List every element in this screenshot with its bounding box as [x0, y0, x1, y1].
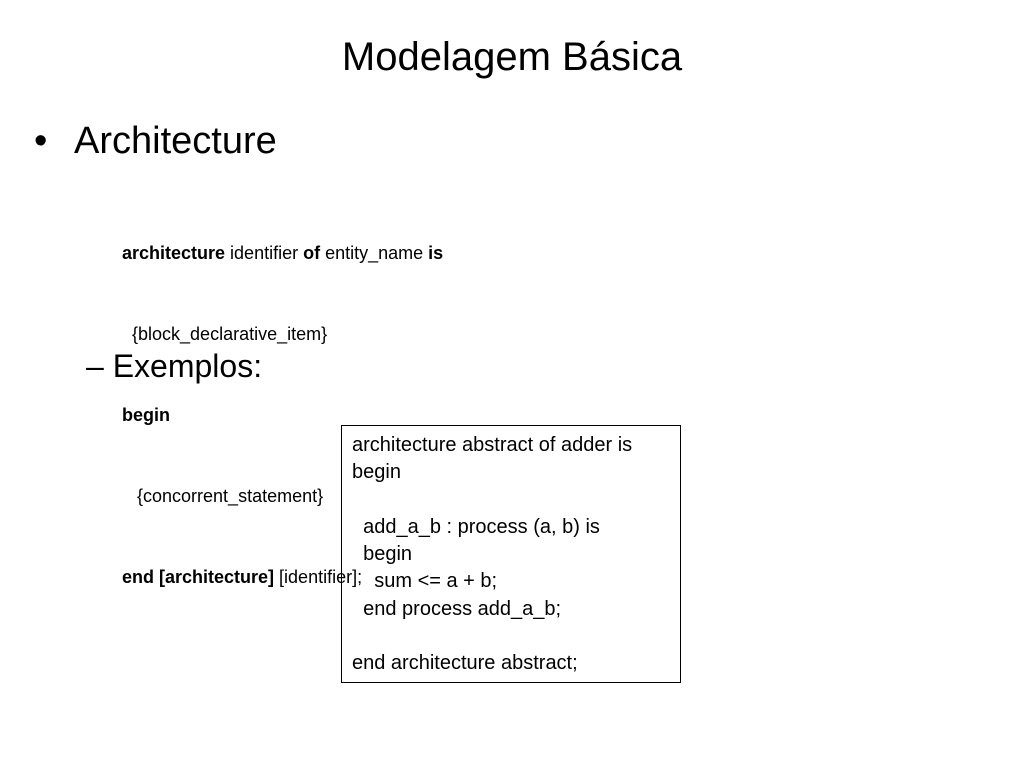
bullet-architecture [34, 118, 277, 164]
sub-bullet-marker: – [86, 348, 104, 384]
slide-title: Modelagem Básica [341, 35, 683, 79]
example-code-box [341, 425, 681, 683]
bullet-marker: • [34, 120, 48, 162]
code-line: end architecture abstract; [352, 652, 578, 675]
syntax-text: entity_name [320, 243, 429, 263]
syntax-line-1 [122, 240, 443, 267]
code-line [352, 623, 670, 650]
sub-bullet-exemplos [86, 346, 262, 386]
keyword-is: is [428, 243, 444, 263]
code-line: add_a_b : process (a, b) is [352, 515, 600, 538]
keyword-of: of [303, 243, 321, 263]
sub-bullet-text: Exemplos: [112, 348, 263, 384]
syntax-text: identifier [225, 243, 304, 263]
code-line: begin [352, 461, 401, 484]
code-line: sum <= a + b; [352, 570, 498, 593]
code-line: begin [352, 543, 413, 566]
syntax-text: [identifier]; [274, 567, 363, 587]
code-line: architecture abstract of adder is [352, 434, 633, 456]
syntax-line-2: {block_declarative_item} [122, 324, 328, 344]
bullet-text: Architecture [74, 120, 277, 162]
syntax-line-4: {concorrent_statement} [122, 486, 324, 506]
code-line: end process add_a_b; [352, 597, 562, 620]
keyword-begin: begin [122, 405, 170, 425]
keyword-architecture: architecture [122, 243, 226, 263]
keyword-end: end [architecture] [122, 567, 275, 587]
code-line [352, 487, 670, 514]
